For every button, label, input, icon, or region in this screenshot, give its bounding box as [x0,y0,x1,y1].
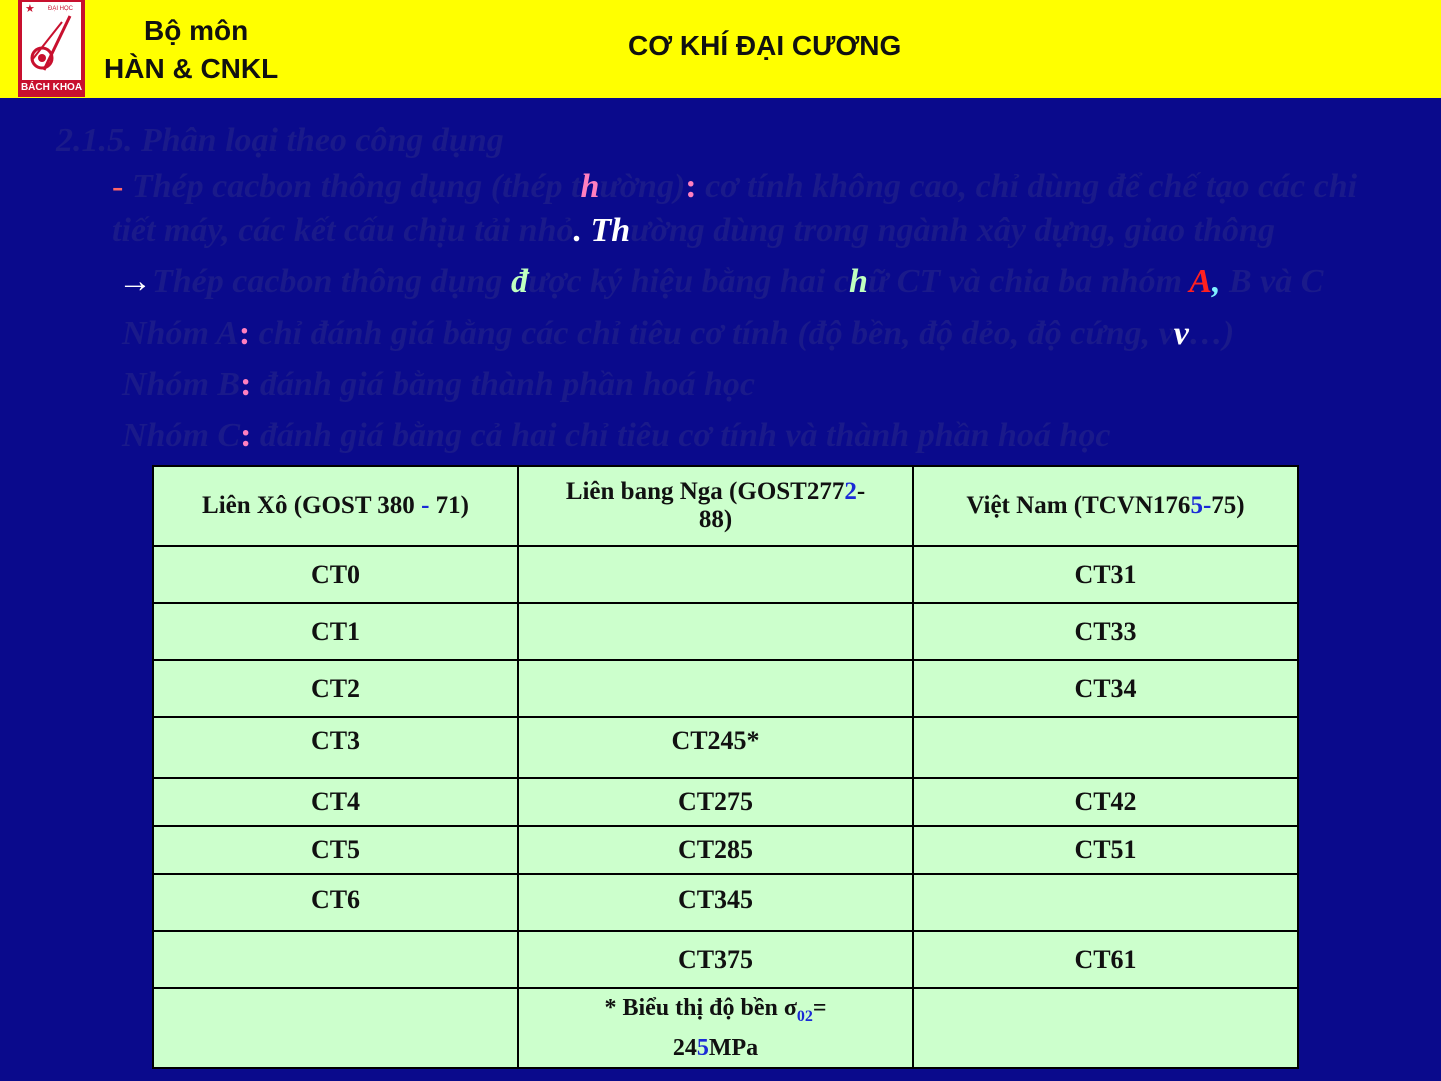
text-run: 75) [1211,492,1245,519]
text-run: v [1173,315,1189,352]
table-cell [518,660,913,717]
text-run: A [1189,263,1212,300]
table-cell: CT3 [153,717,518,778]
paragraph-line-5 [122,366,755,404]
text-run: đánh giá bằng cả hai chỉ tiêu cơ tính và thành phần hoá học [251,417,1111,454]
table-cell [913,988,1298,1068]
text-run: Nhóm B [122,366,241,403]
arrow-icon: → [118,263,152,300]
logo-emblem [22,2,81,80]
course-title: CƠ KHÍ ĐẠI CƯƠNG [628,30,902,61]
university-logo [18,0,85,97]
text-run: h [611,212,631,249]
text-run: * Biểu thị độ bền σ [604,994,797,1021]
header-bar [0,0,1441,98]
text-run: Liên bang Nga (GOST277 [565,478,845,505]
text-run: MPa [708,1035,759,1062]
table-cell: CT1 [153,603,518,660]
table-cell [518,546,913,603]
paragraph-line-6 [122,417,1110,455]
table-cell [913,717,1298,778]
text-run: 24 [672,1035,697,1062]
text-run: 5- [1190,492,1212,519]
text-run: 88) [698,506,733,533]
text-run: = [812,994,827,1021]
text-run: ữ CT và chia ba nhóm [867,263,1190,300]
text-run: : [238,315,251,352]
text-run: ường dùng trong ngành xây dựng, giao thông [630,212,1275,249]
logo-bottom-text: BÁCH KHOA [20,82,83,93]
table-cell: CT275 [518,778,913,826]
table-cell: CT245* [518,717,913,778]
table-row [153,603,1298,660]
column-header-ussr [153,466,518,546]
text-run: …) [1188,315,1235,352]
column-header-russia [518,466,913,546]
text-run: - [856,478,866,505]
text-run: Liên Xô (GOST 380 [202,492,422,519]
text-run: Việt Nam (TCVN176 [966,492,1191,519]
table-row [153,826,1298,874]
table-cell [913,874,1298,931]
text-run: B và C [1220,263,1324,300]
department-line-1: Bộ môn [144,15,249,46]
table-cell: CT2 [153,660,518,717]
text-run: 5 [696,1035,709,1062]
text-run: : [240,417,252,454]
table-cell: CT33 [913,603,1298,660]
table-cell: CT51 [913,826,1298,874]
star-icon: ★ [25,2,35,15]
footnote-cell [518,988,913,1068]
text-run: . T [573,212,612,249]
table-cell: CT0 [153,546,518,603]
text-run: 2 [844,478,857,505]
paragraph-line-2 [112,212,1275,250]
table-header-row [153,466,1298,546]
text-run: cơ tính không cao, chỉ dùng để chế tạo các chi [696,168,1358,205]
paragraph-line-1 [112,168,1357,206]
text-run: - [421,492,430,519]
text-run: 02 [796,1007,813,1025]
text-run: , [1211,263,1221,300]
steel-grade-table [152,465,1299,1069]
text-run: h [848,263,868,300]
table-cell: CT42 [913,778,1298,826]
compass-icon [22,2,81,80]
table-cell [153,988,518,1068]
text-run: ường) [599,168,686,205]
table-cell: CT345 [518,874,913,931]
table-cell: CT34 [913,660,1298,717]
text-run: Nhóm A [122,315,239,352]
text-run: 71) [429,492,469,519]
text-run: : [240,366,252,403]
column-header-vietnam [913,466,1298,546]
table-cell: CT285 [518,826,913,874]
table-row [153,874,1298,931]
table-cell: CT6 [153,874,518,931]
table-row [153,546,1298,603]
paragraph-line-3 [118,263,1323,301]
table-cell [153,931,518,988]
table-cell: CT5 [153,826,518,874]
text-run: h [580,168,600,205]
table-cell [518,603,913,660]
bullet-dash: - [112,168,132,205]
text-run: đánh giá bằng thành phần hoá học [251,366,755,403]
text-run: đ [510,263,528,300]
table-row [153,660,1298,717]
text-run: tiết máy, các kết cấu chịu tải nhỏ [112,212,574,249]
department-name [104,12,314,88]
text-run: : [685,168,697,205]
text-run: chỉ đánh giá bằng các chỉ tiêu cơ tính (độ bền, độ dẻo, độ cứng, v [250,315,1174,352]
logo-top-text: ĐẠI HỌC [48,6,74,12]
table-cell: CT61 [913,931,1298,988]
department-line-2: HÀN & CNKL [104,53,279,84]
table-row [153,778,1298,826]
table-cell: CT31 [913,546,1298,603]
text-run: ược ký hiệu bằng hai c [527,263,849,300]
table-row [153,988,1298,1068]
table-row [153,717,1298,778]
text-run: Thép cacbon thông dụng (thép t [131,168,581,205]
text-run: Thép cacbon thông dụng [152,263,511,300]
table-cell: CT4 [153,778,518,826]
table-row [153,931,1298,988]
table-cell: CT375 [518,931,913,988]
text-run: Nhóm C [122,417,241,454]
section-heading: 2.1.5. Phân loại theo công dụng [56,122,504,159]
paragraph-line-4 [122,315,1234,353]
